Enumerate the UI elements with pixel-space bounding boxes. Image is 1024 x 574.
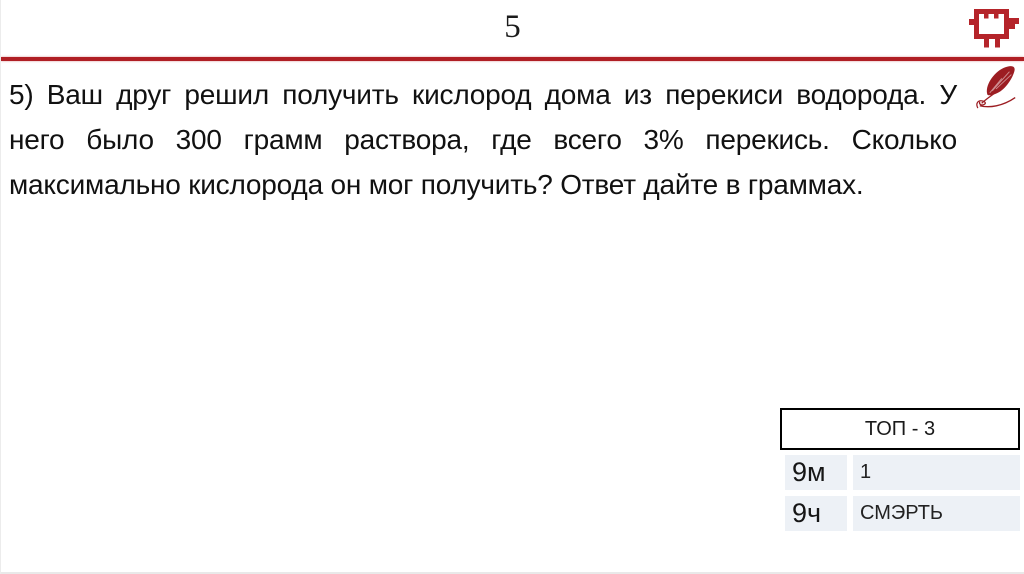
top3-row-1-label: 9м	[785, 455, 847, 490]
question-text: 5) Ваш друг решил получить кислород дома из перекиси водорода. У него было 300 грамм раствора, где всего 3% перекись. Сколько максимально кислорода он мог получить? Ответ дайте в граммах.	[9, 79, 957, 200]
header-divider-line	[1, 57, 1024, 61]
top3-title: ТОП - 3	[780, 408, 1020, 450]
top3-rows	[785, 455, 1020, 531]
top3-row-2-label: 9ч	[785, 496, 847, 531]
page-number: 5	[504, 9, 521, 45]
top3-row-1-value: 1	[853, 455, 1020, 490]
pixel-bird-icon	[964, 4, 1019, 57]
top3-table	[780, 408, 1020, 531]
top3-row-2-value: СМЭРТЬ	[853, 496, 1020, 531]
quill-feather-icon	[974, 62, 1020, 119]
